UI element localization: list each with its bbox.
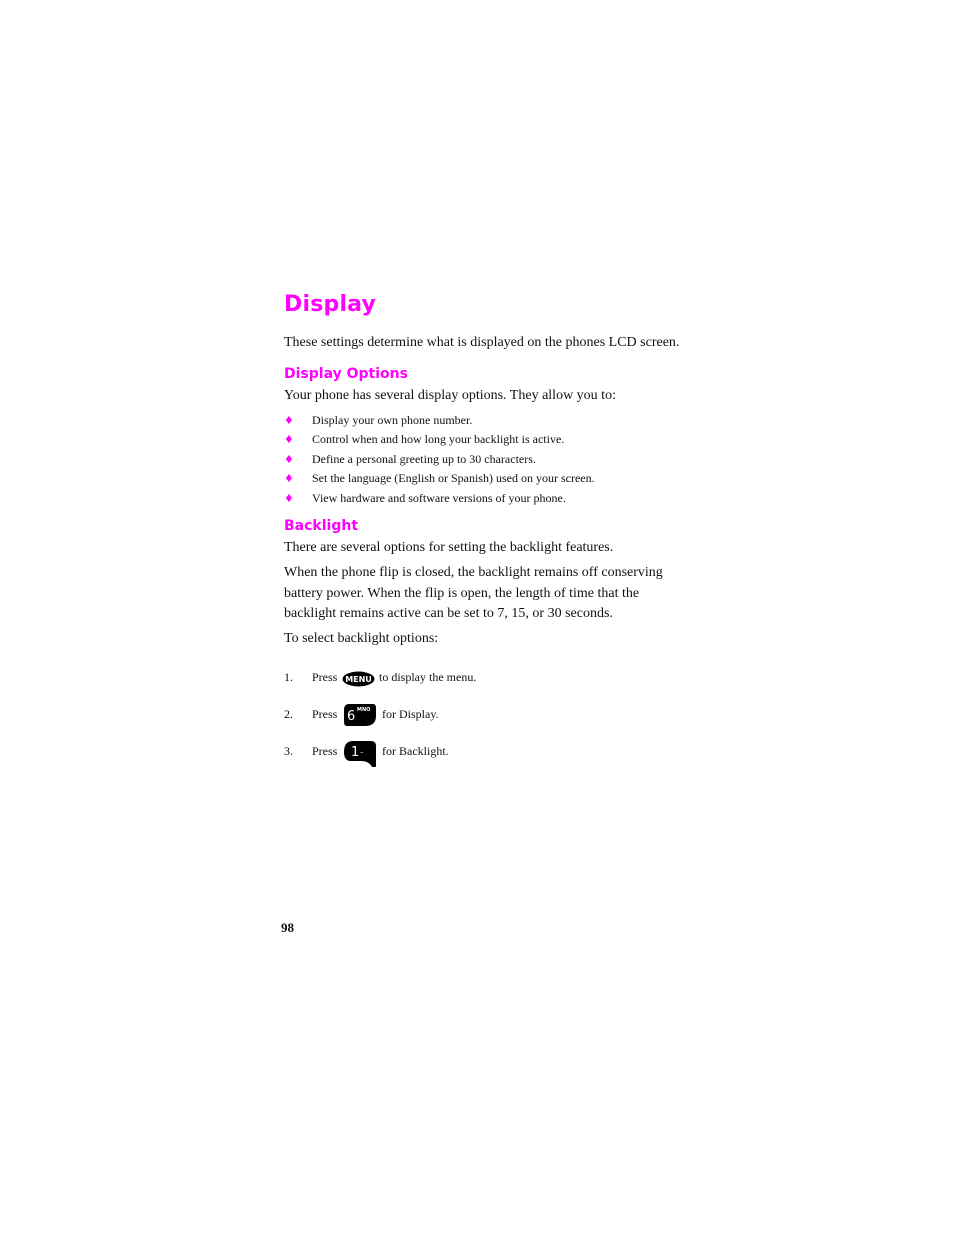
- backlight-paragraph-2-line-3: backlight remains active can be set to 7, 15, or 30 seconds.: [284, 606, 613, 621]
- page-number: 98: [281, 920, 294, 935]
- key-1-symbol: –: [360, 748, 364, 756]
- key-1-icon: [343, 739, 377, 768]
- backlight-paragraph-3: To select backlight options:: [284, 631, 439, 646]
- backlight-paragraph-1: There are several options for setting the backlight features.: [284, 540, 614, 555]
- step-description: for Display.: [382, 707, 439, 721]
- intro-paragraph: These settings determine what is displayed on the phones LCD screen.: [284, 335, 680, 350]
- step-description: to display the menu.: [379, 670, 477, 684]
- backlight-paragraph-2-line-2: battery power. When the flip is open, the length of time that the: [284, 585, 640, 601]
- backlight-paragraph-2-line-1: When the phone flip is closed, the backlight remains off conserving: [284, 565, 663, 580]
- menu-key-icon: [342, 671, 375, 687]
- display-options-heading: Display Options: [284, 366, 408, 382]
- diamond-bullet-icon: ♦: [284, 414, 294, 427]
- page-title: Display: [284, 292, 377, 317]
- list-item-text: Define a personal greeting up to 30 characters.: [312, 451, 536, 466]
- step-2: [284, 702, 484, 728]
- backlight-heading: Backlight: [284, 518, 359, 534]
- step-description: for Backlight.: [382, 744, 449, 758]
- step-3: [284, 739, 484, 769]
- list-item-text: Display your own phone number.: [312, 413, 473, 427]
- list-item-text: View hardware and software versions of your phone.: [312, 490, 566, 505]
- list-item-text: Set the language (English or Spanish) used on your screen.: [312, 471, 595, 486]
- step-press-label: Press: [312, 744, 338, 758]
- step-press-label: Press: [312, 707, 338, 721]
- step-press-label: Press: [312, 670, 338, 684]
- step-number: 1.: [284, 670, 293, 684]
- key-1-digit: 1: [351, 745, 360, 760]
- display-options-lead: Your phone has several display options. They allow you to:: [284, 388, 616, 403]
- key-6-mno-icon: [343, 702, 377, 728]
- menu-key-label: MENU: [345, 675, 372, 684]
- diamond-bullet-icon: ♦: [284, 433, 294, 447]
- step-1: [284, 665, 524, 691]
- diamond-bullet-icon: ♦: [284, 472, 294, 486]
- step-number: 2.: [284, 707, 293, 721]
- key-6-letters: MNO: [357, 707, 371, 713]
- list-item-text: Control when and how long your backlight is active.: [312, 432, 565, 447]
- step-number: 3.: [284, 744, 293, 758]
- diamond-bullet-icon: ♦: [284, 452, 294, 466]
- diamond-bullet-icon: ♦: [284, 491, 294, 505]
- key-6-digit: 6: [347, 709, 356, 724]
